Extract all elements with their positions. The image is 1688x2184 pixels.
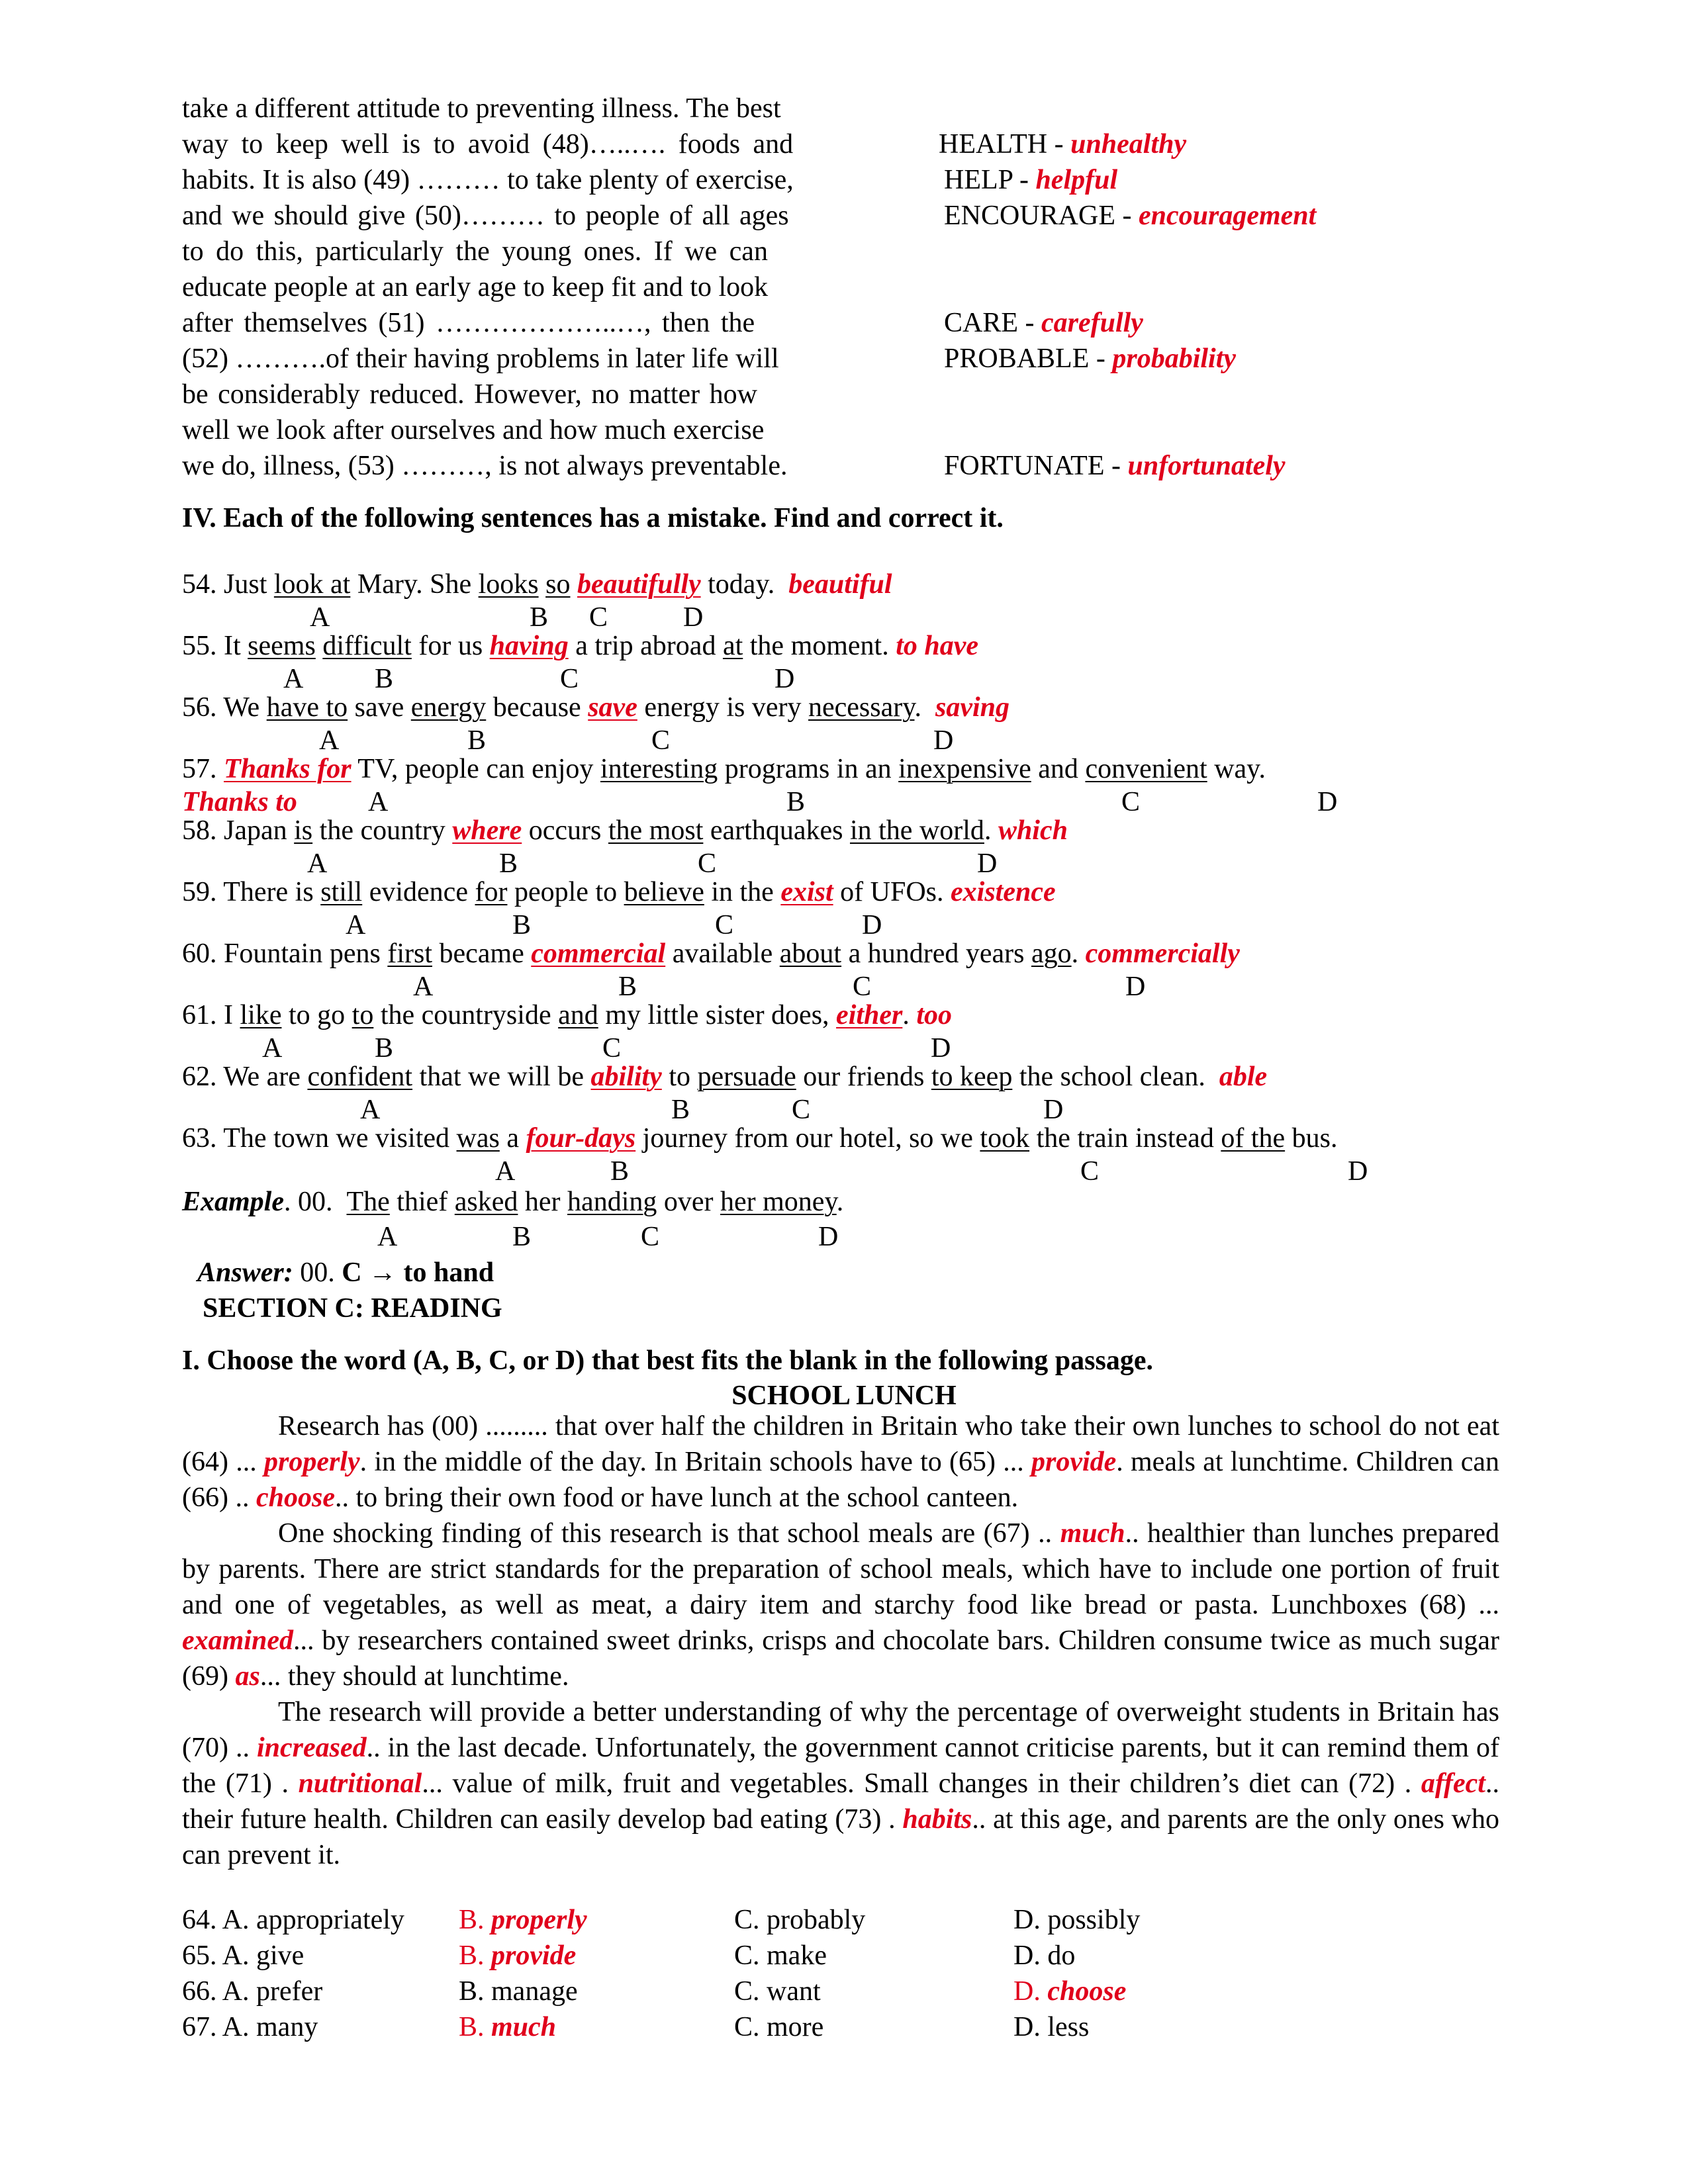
option-a: 64. A. appropriately: [182, 1905, 404, 1935]
section-iv-heading: IV. Each of the following sentences has a mistake. Find and correct it.: [182, 503, 1004, 533]
question-59: 59. There is still evidence for people to believe in the exist of UFOs. existence: [182, 877, 1056, 907]
option-letter: D: [1125, 972, 1146, 1002]
option-letter: C: [602, 1033, 622, 1064]
question-56: 56. We have to save energy because save energy is very necessary. saving: [182, 692, 1010, 723]
passage-line: be considerably reduced. However, no matter how: [182, 379, 758, 410]
option-letter: B: [512, 910, 532, 940]
option-b: B. provide: [459, 1940, 577, 1971]
question-54: 54. Just look at Mary. She looks so beautifully today. beautiful: [182, 569, 892, 600]
key-51: CARE - carefully: [944, 308, 1143, 338]
option-c: C. more: [734, 2012, 824, 2042]
option-letter: A: [413, 972, 434, 1002]
paragraph-3: The research will provide a better understanding of why the percentage of overweight students in Britain has (70) .. increased.. in the last decade. Unfortunately, the government cannot criticise parents, but it can remind them of the (71) . nutritional... value of milk, fruit and vegetables. Small changes in their children’s diet can (72) . affect.. their future health. Children can easily develop bad eating (73) . habits.. at this age, and parents are the only ones who can prevent it.: [182, 1697, 1499, 1870]
option-letter: C: [698, 848, 717, 879]
option-letter: C: [1121, 787, 1141, 817]
passage-line: we do, illness, (53) ………, is not always preventable.: [182, 451, 788, 481]
option-letter: A: [368, 787, 389, 817]
option-letter: A: [319, 725, 340, 756]
passage-line: well we look after ourselves and how much exercise: [182, 415, 765, 445]
option-letter: C: [641, 1222, 660, 1252]
option-letter: C: [560, 664, 579, 694]
passage-line: habits. It is also (49) ……… to take plenty of exercise,: [182, 165, 794, 195]
option-letter: D: [683, 602, 704, 633]
option-letter: A: [307, 848, 328, 879]
key-48: HEALTH - unhealthy: [939, 129, 1187, 159]
option-letter: B: [671, 1095, 690, 1125]
option-letter: D: [1317, 787, 1338, 817]
option-letter: A: [310, 602, 330, 633]
option-letter: A: [283, 664, 304, 694]
passage-line: to do this, particularly the young ones. If we can: [182, 236, 768, 267]
passage-line: educate people at an early age to keep fit and to look: [182, 272, 769, 302]
question-61: 61. I like to go to the countryside and my little sister does, either. too: [182, 1000, 953, 1030]
option-letter: C: [792, 1095, 811, 1125]
option-letter: B: [610, 1156, 630, 1187]
option-letter: A: [377, 1222, 398, 1252]
option-letter: D: [933, 725, 954, 756]
option-c: C. make: [734, 1940, 827, 1971]
paragraph-1: Research has (00) ......... that over half the children in Britain who take their own lunches to school do not eat (64) ... properly. in the middle of the day. In Britain schools have to (65) ... provide. meals at lunchtime. Children can (66) .. choose.. to bring their own food or have lunch at the school canteen.: [182, 1411, 1499, 1513]
option-a: 67. A. many: [182, 2012, 318, 2042]
option-letter: C: [715, 910, 734, 940]
passage-line: and we should give (50)……… to people of all ages: [182, 201, 789, 231]
reading-instruction: I. Choose the word (A, B, C, or D) that best fits the blank in the following passage.: [182, 1345, 1153, 1376]
option-letter: A: [360, 1095, 381, 1125]
option-b: B. manage: [459, 1976, 578, 2007]
option-c: C. want: [734, 1976, 821, 2007]
option-letter: B: [499, 848, 518, 879]
answer-line: Answer: 00. C → to hand: [197, 1257, 494, 1288]
correction-57: Thanks to: [182, 787, 297, 817]
key-50: ENCOURAGE - encouragement: [944, 201, 1317, 231]
passage-line: way to keep well is to avoid (48)…..…. foods and: [182, 129, 794, 159]
option-letter: C: [853, 972, 872, 1002]
option-letter: B: [786, 787, 806, 817]
option-letter: D: [774, 664, 795, 694]
option-letter: B: [512, 1222, 532, 1252]
question-62: 62. We are confident that we will be ability to persuade our friends to keep the school clean. able: [182, 1062, 1268, 1092]
option-letter: C: [651, 725, 671, 756]
option-letter: B: [375, 664, 394, 694]
reading-passage: [182, 1408, 1499, 1873]
option-d: D. do: [1013, 1940, 1076, 1971]
paragraph-2: One shocking finding of this research is that school meals are (67) .. much.. healthier than lunches prepared by parents. There are strict standards for the preparation of school meals, which have to include one portion of fruit and one of vegetables, as well as meat, a dairy item and starchy food like bread or pasta. Lunchboxes (68) ... examined... by researchers contained sweet drinks, crisps and chocolate bars. Children consume twice as much sugar (69) as... they should at lunchtime.: [182, 1518, 1499, 1692]
passage-line: take a different attitude to preventing illness. The best: [182, 93, 781, 124]
option-letter: C: [1080, 1156, 1100, 1187]
option-letter: B: [467, 725, 487, 756]
option-letter: D: [862, 910, 882, 940]
option-a: 66. A. prefer: [182, 1976, 323, 2007]
option-d: D. choose: [1013, 1976, 1127, 2007]
passage-title: SCHOOL LUNCH: [731, 1381, 957, 1411]
option-b: B. properly: [459, 1905, 587, 1935]
option-letter: A: [262, 1033, 283, 1064]
section-c-title: SECTION C: READING: [203, 1293, 502, 1324]
passage-line: after themselves (51) ………………..…, then the: [182, 308, 755, 338]
example-line: Example. 00. The thief asked her handing over her money.: [182, 1187, 844, 1217]
option-letter: A: [495, 1156, 516, 1187]
question-60: 60. Fountain pens first became commercial available about a hundred years ago. commercially: [182, 938, 1240, 969]
option-c: C. probably: [734, 1905, 866, 1935]
question-57: 57. Thanks for TV, people can enjoy interesting programs in an inexpensive and convenient way.: [182, 754, 1266, 784]
option-a: 65. A. give: [182, 1940, 305, 1971]
option-d: D. less: [1013, 2012, 1090, 2042]
option-letter: B: [618, 972, 637, 1002]
option-letter: A: [346, 910, 366, 940]
option-d: D. possibly: [1013, 1905, 1141, 1935]
option-letter: B: [375, 1033, 394, 1064]
option-letter: D: [977, 848, 998, 879]
option-letter: D: [1348, 1156, 1368, 1187]
question-55: 55. It seems difficult for us having a trip abroad at the moment. to have: [182, 631, 979, 661]
option-letter: C: [589, 602, 608, 633]
option-letter: B: [530, 602, 549, 633]
key-52: PROBABLE - probability: [944, 343, 1237, 374]
question-63: 63. The town we visited was a four-days journey from our hotel, so we took the train instead of the bus.: [182, 1123, 1338, 1154]
option-letter: D: [818, 1222, 839, 1252]
option-letter: D: [931, 1033, 951, 1064]
key-49: HELP - helpful: [944, 165, 1118, 195]
key-53: FORTUNATE - unfortunately: [944, 451, 1286, 481]
question-58: 58. Japan is the country where occurs the most earthquakes in the world. which: [182, 815, 1068, 846]
option-b: B. much: [459, 2012, 557, 2042]
passage-line: (52) ……….of their having problems in later life will: [182, 343, 779, 374]
option-letter: D: [1043, 1095, 1064, 1125]
